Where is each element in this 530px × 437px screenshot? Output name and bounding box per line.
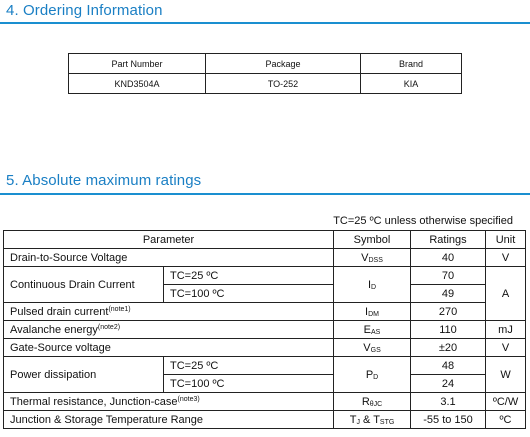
condition-note: TC=25 ºC unless otherwise specified — [333, 215, 513, 227]
value-cell: -55 to 150 — [411, 411, 486, 429]
package-cell: TO-252 — [206, 74, 361, 94]
unit-cell: ºC/W — [486, 393, 526, 411]
param-cell: Gate-Source voltage — [4, 339, 334, 357]
param-cell: Junction & Storage Temperature Range — [4, 411, 334, 429]
table-row — [4, 249, 526, 267]
symbol-cell — [334, 249, 411, 267]
header-package: Package — [206, 54, 361, 74]
table-row — [4, 393, 526, 411]
symbol-subscript: GS — [370, 346, 381, 354]
symbol-subscript: θJC — [369, 400, 383, 408]
section-title-ordering: 4. Ordering Information — [6, 2, 163, 19]
unit-cell: ºC — [486, 411, 526, 429]
part-number-cell: KND3504A — [69, 74, 206, 94]
value-cell: 110 — [411, 321, 486, 339]
section-divider — [0, 22, 530, 24]
param-text: Avalanche energy — [10, 323, 98, 336]
unit-cell: V — [486, 249, 526, 267]
table-row — [4, 267, 526, 285]
symbol-text: I — [365, 305, 369, 318]
value-cell: ±20 — [411, 339, 486, 357]
unit-cell: mJ — [486, 321, 526, 339]
symbol-subscript: DSS — [368, 256, 383, 264]
symbol-cell — [334, 321, 411, 339]
symbol-cell — [334, 393, 411, 411]
param-cell: Drain-to-Source Voltage — [4, 249, 334, 267]
value-cell: 48 — [411, 357, 486, 375]
param-text: Thermal resistance, Junction-case — [10, 395, 178, 408]
ratings-table — [3, 230, 526, 429]
section-divider — [0, 193, 530, 195]
symbol-cell — [334, 339, 411, 357]
value-cell: 270 — [411, 303, 486, 321]
symbol-subscript: D — [371, 283, 377, 291]
symbol-subscript: J — [356, 418, 360, 426]
symbol-text: I — [367, 278, 372, 291]
condition-cell: TC=25 ºC — [164, 267, 334, 285]
symbol-subscript: DM — [368, 310, 379, 318]
ordering-table — [68, 53, 462, 94]
table-row — [4, 357, 526, 375]
symbol-text: & T — [363, 413, 380, 426]
value-cell: 3.1 — [411, 393, 486, 411]
header-brand: Brand — [361, 54, 462, 74]
symbol-cell — [334, 357, 411, 393]
note-ref: (note3) — [177, 395, 200, 403]
symbol-subscript: STG — [379, 418, 395, 426]
condition-cell: TC=100 ºC — [164, 285, 334, 303]
unit-cell: W — [486, 357, 526, 393]
param-cell: Continuous Drain Current — [4, 267, 164, 303]
value-cell: 70 — [411, 267, 486, 285]
unit-cell: A — [486, 267, 526, 321]
table-row — [4, 411, 526, 429]
symbol-subscript: D — [373, 373, 379, 381]
header-symbol: Symbol — [334, 231, 411, 249]
value-cell: 40 — [411, 249, 486, 267]
header-parameter: Parameter — [4, 231, 334, 249]
symbol-text: E — [363, 323, 372, 336]
unit-cell: V — [486, 339, 526, 357]
symbol-cell — [334, 267, 411, 303]
param-cell — [4, 321, 334, 339]
note-ref: (note2) — [97, 323, 121, 331]
header-unit: Unit — [486, 231, 526, 249]
param-cell — [4, 303, 334, 321]
symbol-text: P — [365, 368, 374, 381]
symbol-text: R — [361, 395, 370, 408]
header-part-number: Part Number — [69, 54, 206, 74]
brand-cell: KIA — [361, 74, 462, 94]
symbol-text: V — [361, 251, 369, 264]
symbol-subscript: AS — [371, 328, 381, 336]
table-header-row — [69, 54, 462, 74]
symbol-text: V — [363, 341, 371, 354]
table-row — [4, 303, 526, 321]
table-row — [69, 74, 462, 94]
section-title-ratings: 5. Absolute maximum ratings — [6, 172, 202, 189]
param-text: Pulsed drain current — [10, 305, 109, 318]
table-header-row — [4, 231, 526, 249]
condition-cell: TC=100 ºC — [164, 375, 334, 393]
value-cell: 24 — [411, 375, 486, 393]
symbol-cell — [334, 411, 411, 429]
note-ref: (note1) — [108, 305, 131, 313]
table-row — [4, 339, 526, 357]
condition-cell: TC=25 ºC — [164, 357, 334, 375]
param-cell: Power dissipation — [4, 357, 164, 393]
param-cell — [4, 393, 334, 411]
table-row — [4, 321, 526, 339]
symbol-cell — [334, 303, 411, 321]
symbol-text: T — [349, 413, 357, 426]
header-ratings: Ratings — [411, 231, 486, 249]
value-cell: 49 — [411, 285, 486, 303]
